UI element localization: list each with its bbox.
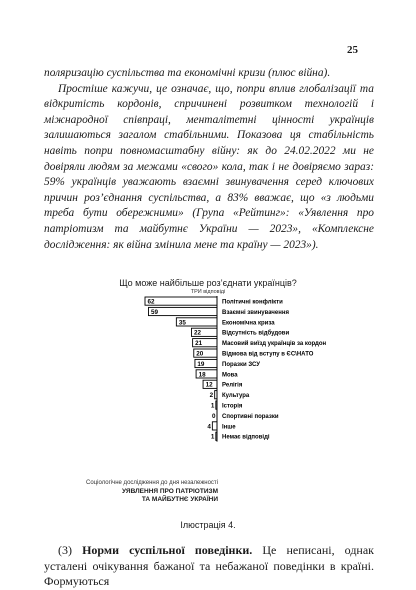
category-label-7: Мова [222, 372, 238, 379]
value-label-9: 2 [209, 392, 214, 400]
value-label-4: 21 [195, 340, 203, 348]
category-label-2: Економічна криза [222, 320, 275, 327]
category-label-8: Релігія [222, 382, 243, 389]
value-label-8: 12 [205, 381, 213, 389]
norms-number: (3) [58, 543, 72, 557]
source-line-2: УЯВЛЕННЯ ПРО ПАТРІОТИЗМ [122, 488, 218, 495]
value-label-1: 59 [150, 308, 158, 316]
category-label-11: Спортивні поразки [222, 413, 279, 420]
chart-title: Що може найбільше роз’єднати українців? [119, 278, 297, 288]
value-label-6: 19 [197, 360, 205, 368]
value-label-10: 1 [210, 402, 215, 410]
value-label-11: 0 [211, 412, 216, 420]
value-label-3: 22 [193, 329, 201, 337]
category-label-5: Відмова від вступу в ЄС\НАТО [222, 351, 314, 358]
norms-paragraph [44, 543, 374, 590]
value-label-12: 4 [207, 423, 211, 431]
category-label-4: Масовий виїзд українців за кордон [222, 341, 327, 348]
value-label-13: 1 [210, 433, 215, 441]
intro-paragraph-1: поляризацію суспільства та економічні кризи (плюс війна). [44, 67, 331, 79]
value-label-2: 35 [178, 319, 186, 327]
bar-1 [148, 307, 217, 315]
category-label-10: Історія [222, 403, 243, 410]
category-label-13: Немає відповіді [222, 434, 270, 441]
value-label-7: 18 [198, 371, 206, 379]
source-line-3: ТА МАЙБУТНЄ УКРАЇНИ [141, 496, 218, 503]
category-label-9: Культура [222, 393, 250, 400]
norms-text: Це неписані, однак усталені очікування бажаної та небажаної поведінки в країні. Формуються [44, 543, 375, 588]
intro-paragraph-2: Простіше кажучи, це означає, що, попри вплив глобалізації та відкритість кордонів, спричинені розвитком технологій і міжнародної співпраці, менталітетні цінності українців залишаються загалом стабільними. Показова ця стабільність навіть попри повномасштабну війну: як до 24.02.2022 ми не довіряли людям за межами «свого» кола, так і не довіряємо зараз: 59% українців уважають взаємні звинувачення серед ключових причин роз’єднання суспільства, а 83% вважає, що «з людьми треба бути обережними» (Група «Рейтинг»: «Уявлення про патріотизм та майбутнє України — 2023», «Комплексне дослідження: як війна змінила мене та країну — 2023»). [44, 82, 374, 251]
chart-subtitle: ТРИ відповіді [190, 289, 226, 295]
figure-caption: Ілюстрація 4. [180, 520, 236, 530]
value-label-0: 62 [147, 298, 155, 306]
bar-0 [145, 297, 217, 305]
category-label-12: Інше [222, 424, 236, 431]
category-label-0: Політичні конфлікти [222, 299, 283, 306]
category-label-6: Поразки ЗСУ [222, 361, 260, 368]
page-number: 25 [347, 44, 358, 56]
source-line-1: Соціологічне дослідження до дня незалежності [86, 480, 218, 486]
bar-12 [212, 422, 217, 430]
norms-heading: Норми суспільної поведінки. [82, 543, 253, 557]
value-label-5: 20 [196, 350, 204, 358]
category-label-1: Взаємні звинувачення [222, 309, 289, 316]
category-label-3: Відсутність відбудови [222, 330, 290, 337]
